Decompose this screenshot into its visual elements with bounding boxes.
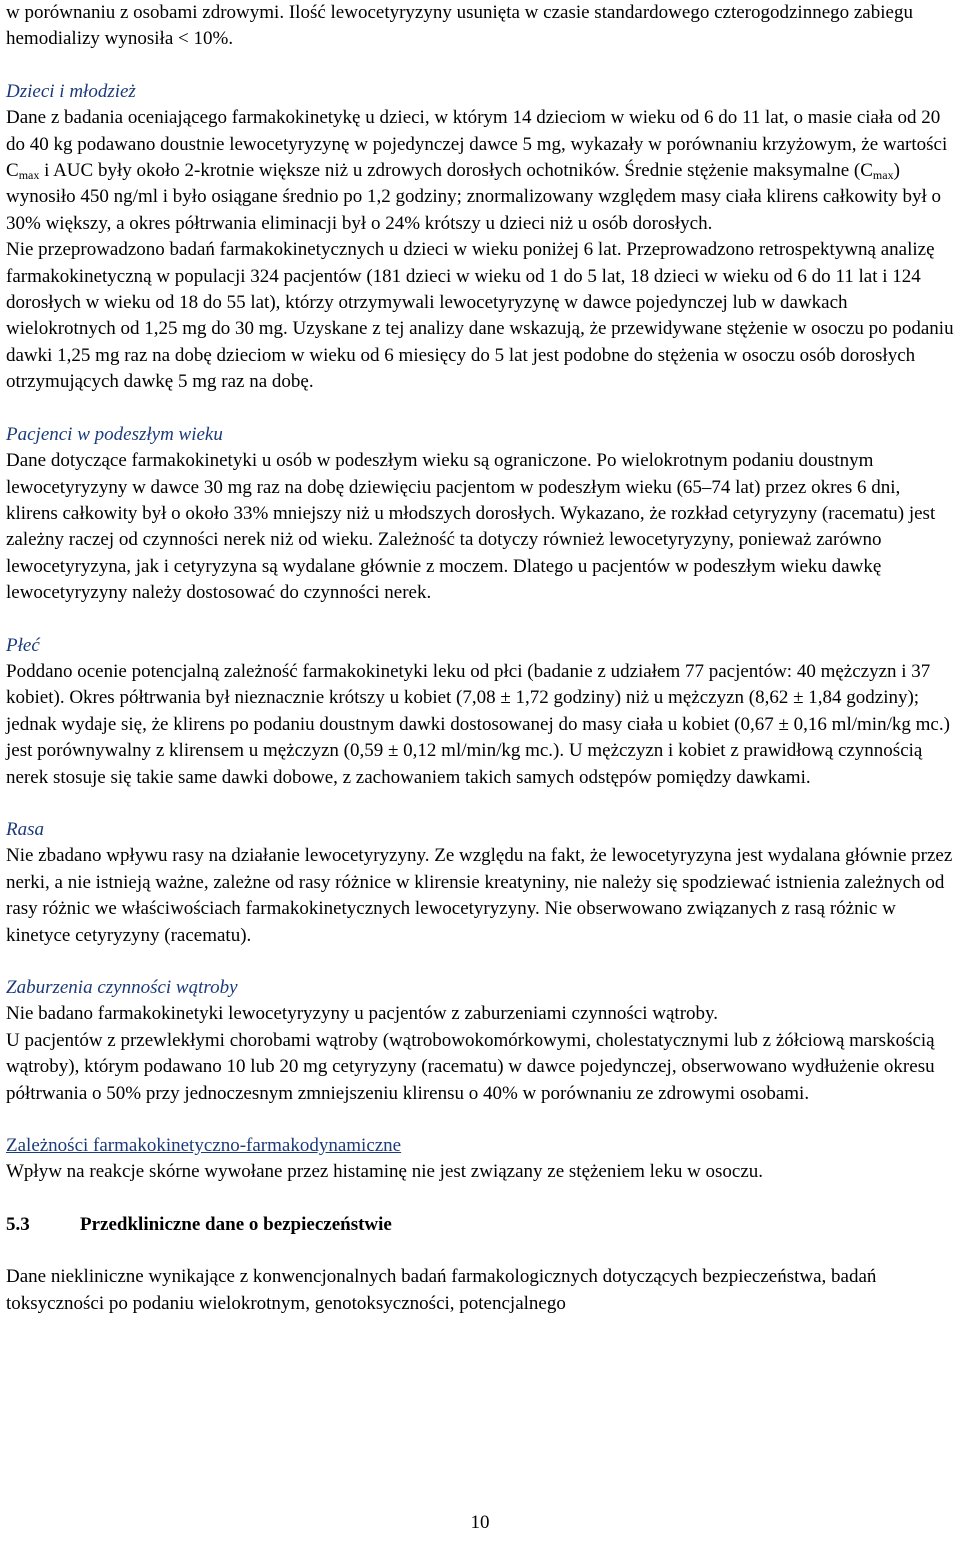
liver-paragraph-1: Nie badano farmakokinetyki lewocetyryzyny u pacjentów z zaburzeniami czynności wątroby. (6, 1003, 719, 1025)
liver-paragraph-2: U pacjentów z przewlekłymi chorobami wątroby (wątrobowokomórkowymi, cholestatycznymi lub z żółciową marskością wątroby), którym podawano 10 lub 20 mg cetyryzyny (racematu) w dawce pojedynczej, obserwowano wydłużenie okresu półtrwania o 50% przy jednoczesnym zmniejszeniu klirensu o 40% w porównaniu ze zdrowymi osobami. (6, 1029, 935, 1104)
elderly-heading: Pacjenci w podeszłym wieku (6, 423, 223, 445)
preclinical-paragraph: Dane niekliniczne wynikające z konwencjonalnych badań farmakologicznych dotyczących bezpieczeństwa, badań toksyczności po podaniu wielokrotnym, genotoksyczności, potencjalnego (6, 1266, 877, 1314)
sex-section (6, 633, 954, 791)
children-paragraph-2: Nie przeprowadzono badań farmakokinetycznych u dzieci w wieku poniżej 6 lat. Przeprowadzono retrospektywną analizę farmakokinetyczną w populacji 324 pacjentów (181 dzieci w wieku od 1 do 5 lat, 18 dzieci w wieku od 6 do 11 lat i 124 dorosłych w wieku od 18 do 55 lat), którzy otrzymywali lewocetyryzynę w dawce pojedynczej lub w dawkach wielokrotnych od 1,25 mg do 30 mg. Uzyskane z tej analizy dane wskazują, że przewidywane stężenie w osoczu po podaniu dawki 1,25 mg raz na dobę dzieciom w wieku od 6 miesięcy do 5 lat jest podobne do stężenia w osoczu osób dorosłych otrzymujących dawkę 5 mg raz na dobę. (6, 239, 954, 393)
document-page (6, 0, 954, 1317)
preclinical-section (6, 1264, 954, 1317)
cmax-subscript-1: max (18, 168, 40, 183)
liver-section (6, 975, 954, 1107)
race-section (6, 817, 954, 949)
sex-heading: Płeć (6, 634, 40, 656)
intro-paragraph: w porównaniu z osobami zdrowymi. Ilość lewocetyryzyny usunięta w czasie standardowego czterogodzinnego zabiegu hemodializy wynosiła < 10%. (6, 2, 913, 50)
sex-paragraph: Poddano ocenie potencjalną zależność farmakokinetyki leku od płci (badanie z udziałem 77 pacjentów: 40 mężczyzn i 37 kobiet). Okres półtrwania był nieznacznie krótszy u kobiet (7,08 ± 1,72 godziny) niż u mężczyzn (8,62 ± 1,84 godziny); jednak wydaje się, że klirens po podaniu doustnym dawki dostosowanej do masy ciała u kobiet (0,67 ± 0,16 ml/min/kg mc.) jest porównywalny z klirensem u mężczyzn (0,59 ± 0,12 ml/min/kg mc.). U mężczyzn i kobiet z prawidłową czynnością nerek stosuje się takie same dawki dobowe, z zachowaniem takich samych odstępów pomiędzy dawkami. (6, 660, 950, 788)
section-title-text: Przedkliniczne dane o bezpieczeństwie (80, 1213, 392, 1235)
children-p1-part-b: i AUC były około 2-krotnie większe niż u zdrowych dorosłych ochotników. Średnie stężenie maksymalne (C (39, 160, 873, 182)
intro-block (6, 0, 954, 53)
children-p1-part-c: ) wynosiło 450 ng/ml i było osiągane średnio po 1,2 godziny; znormalizowany względem masy ciała klirens całkowity był o 30% większy, a okres półtrwania eliminacji był o 24% krótszy u dzieci niż u osób dorosłych. (6, 160, 942, 234)
elderly-paragraph: Dane dotyczące farmakokinetyki u osób w podeszłym wieku są ograniczone. Po wielokrotnym podaniu doustnym lewocetyryzyny w dawce 30 mg raz na dobę dziewięciu pacjentom w podeszłym wieku (65–74 lat) przez okres 6 dni, klirens całkowity był o około 33% mniejszy niż u młodszych dorosłych. Wykazano, że rozkład cetyryzyny (racematu) jest zależny raczej od czynności nerek niż od wieku. Zależność ta dotyczy również lewocetyryzyny, ponieważ zarówno lewocetyryzyna, jak i cetyryzyna są wydalane głównie z moczem. Dlatego u pacjentów w podeszłym wieku dawkę lewocetyryzyny należy dostosować do czynności nerek. (6, 450, 936, 604)
elderly-section (6, 422, 954, 607)
pkpd-heading: Zależności farmakokinetyczno-farmakodynamiczne (6, 1135, 402, 1157)
section-number: 5.3 (6, 1213, 30, 1235)
race-heading: Rasa (6, 818, 44, 840)
pkpd-section (6, 1133, 954, 1186)
children-paragraph-1 (6, 105, 954, 237)
section-5-3-title (6, 1212, 954, 1238)
race-paragraph: Nie zbadano wpływu rasy na działanie lewocetyryzyny. Ze względu na fakt, że lewocetyryzyna jest wydalana głównie przez nerki, a nie istnieją ważne, zależne od rasy różnice w klirensie kreatyniny, nie należy się spodziewać istnienia zależnych od rasy różnic we właściwościach farmakokinetycznych lewocetyryzyny. Nie obserwowano związanych z rasą różnic w kinetyce cetyryzyny (racematu). (6, 845, 953, 946)
children-p1-part-a: Dane z badania oceniającego farmakokinetykę u dzieci, w którym 14 dzieciom w wieku od 6 do 11 lat, o masie ciała od 20 do 40 kg podawano doustnie lewocetyryzynę w pojedynczej dawce 5 mg, wykazały w porównaniu krzyżowym, że wartości C (6, 107, 948, 182)
cmax-subscript-2: max (872, 168, 894, 183)
page-number: 10 (470, 1512, 490, 1533)
children-section (6, 79, 954, 396)
children-heading: Dzieci i młodzież (6, 80, 136, 102)
pkpd-paragraph: Wpływ na reakcje skórne wywołane przez histaminę nie jest związany ze stężeniem leku w osoczu. (6, 1161, 764, 1183)
liver-heading: Zaburzenia czynności wątroby (6, 977, 238, 998)
